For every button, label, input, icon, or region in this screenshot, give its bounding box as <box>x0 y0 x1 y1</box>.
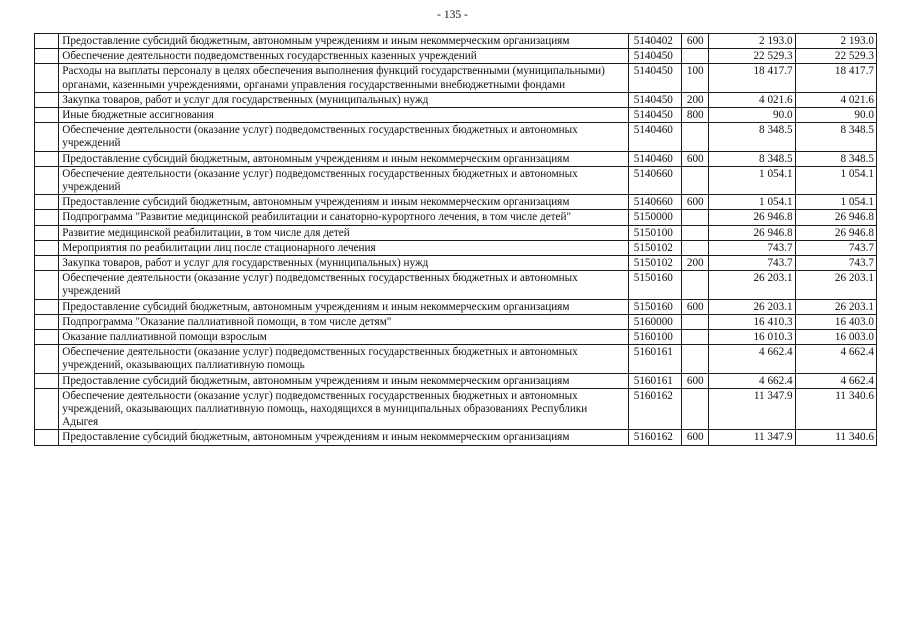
row-name-cell: Мероприятия по реабилитации лиц после стационарного лечения <box>59 240 628 255</box>
row-code-cell: 5150160 <box>628 299 681 314</box>
row-index-cell <box>35 430 59 445</box>
row-name-cell: Иные бюджетные ассигнования <box>59 108 628 123</box>
row-code-cell: 5140660 <box>628 195 681 210</box>
row-amount2-cell: 8 348.5 <box>795 151 876 166</box>
row-amount1-cell: 743.7 <box>708 240 795 255</box>
row-index-cell <box>35 92 59 107</box>
table-row <box>35 210 877 225</box>
row-amount2-cell: 743.7 <box>795 240 876 255</box>
row-amount2-cell: 4 662.4 <box>795 345 876 373</box>
row-index-cell <box>35 345 59 373</box>
row-index-cell <box>35 314 59 329</box>
row-code-cell: 5160161 <box>628 345 681 373</box>
row-index-cell <box>35 151 59 166</box>
row-amount2-cell: 26 203.1 <box>795 299 876 314</box>
row-amount1-cell: 26 203.1 <box>708 299 795 314</box>
table-row <box>35 225 877 240</box>
row-type-cell: 600 <box>681 299 708 314</box>
row-type-cell: 600 <box>681 195 708 210</box>
row-type-cell: 100 <box>681 64 708 92</box>
row-amount2-cell: 743.7 <box>795 256 876 271</box>
row-index-cell <box>35 299 59 314</box>
table-row <box>35 271 877 299</box>
page-number: - 135 - <box>437 9 468 21</box>
row-amount2-cell: 26 946.8 <box>795 225 876 240</box>
row-type-cell <box>681 210 708 225</box>
row-index-cell <box>35 195 59 210</box>
row-index-cell <box>35 271 59 299</box>
row-amount2-cell: 11 340.6 <box>795 430 876 445</box>
row-amount2-cell: 26 946.8 <box>795 210 876 225</box>
row-name-cell: Предоставление субсидий бюджетным, автономным учреждениям и иным некоммерческим организациям <box>59 34 628 49</box>
row-name-cell: Обеспечение деятельности (оказание услуг) подведомственных государственных бюджетных и автономных учреждений, оказывающих паллиативную помощь <box>59 345 628 373</box>
row-amount2-cell: 16 003.0 <box>795 330 876 345</box>
table-row <box>35 345 877 373</box>
row-code-cell: 5140450 <box>628 49 681 64</box>
row-type-cell: 600 <box>681 34 708 49</box>
row-index-cell <box>35 210 59 225</box>
row-index-cell <box>35 108 59 123</box>
row-name-cell: Подпрограмма "Оказание паллиативной помощи, в том числе детям" <box>59 314 628 329</box>
row-amount1-cell: 26 203.1 <box>708 271 795 299</box>
row-amount1-cell: 743.7 <box>708 256 795 271</box>
table-row <box>35 151 877 166</box>
row-name-cell: Закупка товаров, работ и услуг для государственных (муниципальных) нужд <box>59 92 628 107</box>
row-index-cell <box>35 256 59 271</box>
row-amount1-cell: 11 347.9 <box>708 388 795 430</box>
row-type-cell <box>681 314 708 329</box>
row-type-cell <box>681 49 708 64</box>
row-amount2-cell: 26 203.1 <box>795 271 876 299</box>
row-name-cell: Предоставление субсидий бюджетным, автономным учреждениям и иным некоммерческим организациям <box>59 195 628 210</box>
row-index-cell <box>35 64 59 92</box>
row-amount1-cell: 11 347.9 <box>708 430 795 445</box>
table-row <box>35 330 877 345</box>
row-type-cell: 200 <box>681 256 708 271</box>
row-index-cell <box>35 34 59 49</box>
row-code-cell: 5140660 <box>628 166 681 194</box>
row-name-cell: Закупка товаров, работ и услуг для государственных (муниципальных) нужд <box>59 256 628 271</box>
row-type-cell: 600 <box>681 373 708 388</box>
row-type-cell: 600 <box>681 151 708 166</box>
row-type-cell <box>681 166 708 194</box>
row-code-cell: 5140460 <box>628 151 681 166</box>
row-index-cell <box>35 49 59 64</box>
row-name-cell: Подпрограмма "Развитие медицинской реабилитации и санаторно-курортного лечения, в том числе детей" <box>59 210 628 225</box>
row-index-cell <box>35 166 59 194</box>
row-name-cell: Расходы на выплаты персоналу в целях обеспечения выполнения функций государственными (муниципальными) органами, казенными учреждениями, органами управления государственными внебюджетными фондами <box>59 64 628 92</box>
row-index-cell <box>35 225 59 240</box>
table-row <box>35 49 877 64</box>
row-amount2-cell: 1 054.1 <box>795 195 876 210</box>
row-type-cell <box>681 345 708 373</box>
row-code-cell: 5160000 <box>628 314 681 329</box>
table-row <box>35 299 877 314</box>
row-amount1-cell: 4 662.4 <box>708 373 795 388</box>
row-name-cell: Предоставление субсидий бюджетным, автономным учреждениям и иным некоммерческим организациям <box>59 430 628 445</box>
row-name-cell: Развитие медицинской реабилитации, в том числе для детей <box>59 225 628 240</box>
row-name-cell: Предоставление субсидий бюджетным, автономным учреждениям и иным некоммерческим организациям <box>59 299 628 314</box>
row-index-cell <box>35 123 59 151</box>
row-amount1-cell: 2 193.0 <box>708 34 795 49</box>
row-amount2-cell: 2 193.0 <box>795 34 876 49</box>
row-name-cell: Обеспечение деятельности (оказание услуг) подведомственных государственных бюджетных и автономных учреждений <box>59 271 628 299</box>
row-code-cell: 5160162 <box>628 388 681 430</box>
row-type-cell <box>681 388 708 430</box>
table-row <box>35 34 877 49</box>
row-amount1-cell: 18 417.7 <box>708 64 795 92</box>
table-row <box>35 256 877 271</box>
row-name-cell: Обеспечение деятельности (оказание услуг) подведомственных государственных бюджетных и автономных учреждений, оказывающих паллиативную помощь, находящихся в муниципальных образованиях Республики Адыгея <box>59 388 628 430</box>
budget-table <box>34 33 877 446</box>
row-name-cell: Предоставление субсидий бюджетным, автономным учреждениям и иным некоммерческим организациям <box>59 151 628 166</box>
row-name-cell: Обеспечение деятельности (оказание услуг) подведомственных государственных бюджетных и автономных учреждений <box>59 166 628 194</box>
row-type-cell <box>681 225 708 240</box>
row-code-cell: 5140402 <box>628 34 681 49</box>
row-amount1-cell: 16 010.3 <box>708 330 795 345</box>
row-amount1-cell: 22 529.3 <box>708 49 795 64</box>
row-code-cell: 5160161 <box>628 373 681 388</box>
table-row <box>35 388 877 430</box>
row-amount1-cell: 1 054.1 <box>708 166 795 194</box>
row-amount2-cell: 22 529.3 <box>795 49 876 64</box>
row-type-cell <box>681 271 708 299</box>
table-row <box>35 92 877 107</box>
row-code-cell: 5150000 <box>628 210 681 225</box>
row-index-cell <box>35 240 59 255</box>
row-name-cell: Предоставление субсидий бюджетным, автономным учреждениям и иным некоммерческим организациям <box>59 373 628 388</box>
row-type-cell <box>681 240 708 255</box>
row-index-cell <box>35 330 59 345</box>
table-row <box>35 314 877 329</box>
table-row <box>35 195 877 210</box>
table-row <box>35 240 877 255</box>
row-amount1-cell: 8 348.5 <box>708 151 795 166</box>
row-amount1-cell: 26 946.8 <box>708 225 795 240</box>
row-code-cell: 5140450 <box>628 108 681 123</box>
row-name-cell: Оказание паллиативной помощи взрослым <box>59 330 628 345</box>
row-code-cell: 5150100 <box>628 225 681 240</box>
row-code-cell: 5150102 <box>628 256 681 271</box>
row-amount2-cell: 4 021.6 <box>795 92 876 107</box>
row-type-cell: 800 <box>681 108 708 123</box>
row-amount2-cell: 11 340.6 <box>795 388 876 430</box>
row-amount1-cell: 8 348.5 <box>708 123 795 151</box>
row-type-cell: 600 <box>681 430 708 445</box>
row-code-cell: 5140460 <box>628 123 681 151</box>
row-amount1-cell: 16 410.3 <box>708 314 795 329</box>
row-amount1-cell: 1 054.1 <box>708 195 795 210</box>
row-amount1-cell: 4 662.4 <box>708 345 795 373</box>
row-code-cell: 5160162 <box>628 430 681 445</box>
table-body <box>35 34 877 446</box>
row-amount2-cell: 16 403.0 <box>795 314 876 329</box>
row-amount1-cell: 4 021.6 <box>708 92 795 107</box>
table-row <box>35 373 877 388</box>
row-name-cell: Обеспечение деятельности (оказание услуг) подведомственных государственных бюджетных и автономных учреждений <box>59 123 628 151</box>
row-code-cell: 5160100 <box>628 330 681 345</box>
row-amount2-cell: 8 348.5 <box>795 123 876 151</box>
row-code-cell: 5150160 <box>628 271 681 299</box>
row-code-cell: 5140450 <box>628 64 681 92</box>
table-row <box>35 108 877 123</box>
row-amount1-cell: 26 946.8 <box>708 210 795 225</box>
row-type-cell: 200 <box>681 92 708 107</box>
row-name-cell: Обеспечение деятельности подведомственных государственных казенных учреждений <box>59 49 628 64</box>
table-row <box>35 166 877 194</box>
row-amount2-cell: 4 662.4 <box>795 373 876 388</box>
row-type-cell <box>681 123 708 151</box>
row-type-cell <box>681 330 708 345</box>
row-amount2-cell: 90.0 <box>795 108 876 123</box>
row-amount2-cell: 18 417.7 <box>795 64 876 92</box>
table-row <box>35 64 877 92</box>
row-index-cell <box>35 373 59 388</box>
table-row <box>35 123 877 151</box>
row-amount1-cell: 90.0 <box>708 108 795 123</box>
row-code-cell: 5140450 <box>628 92 681 107</box>
row-code-cell: 5150102 <box>628 240 681 255</box>
row-amount2-cell: 1 054.1 <box>795 166 876 194</box>
table-row <box>35 430 877 445</box>
row-index-cell <box>35 388 59 430</box>
